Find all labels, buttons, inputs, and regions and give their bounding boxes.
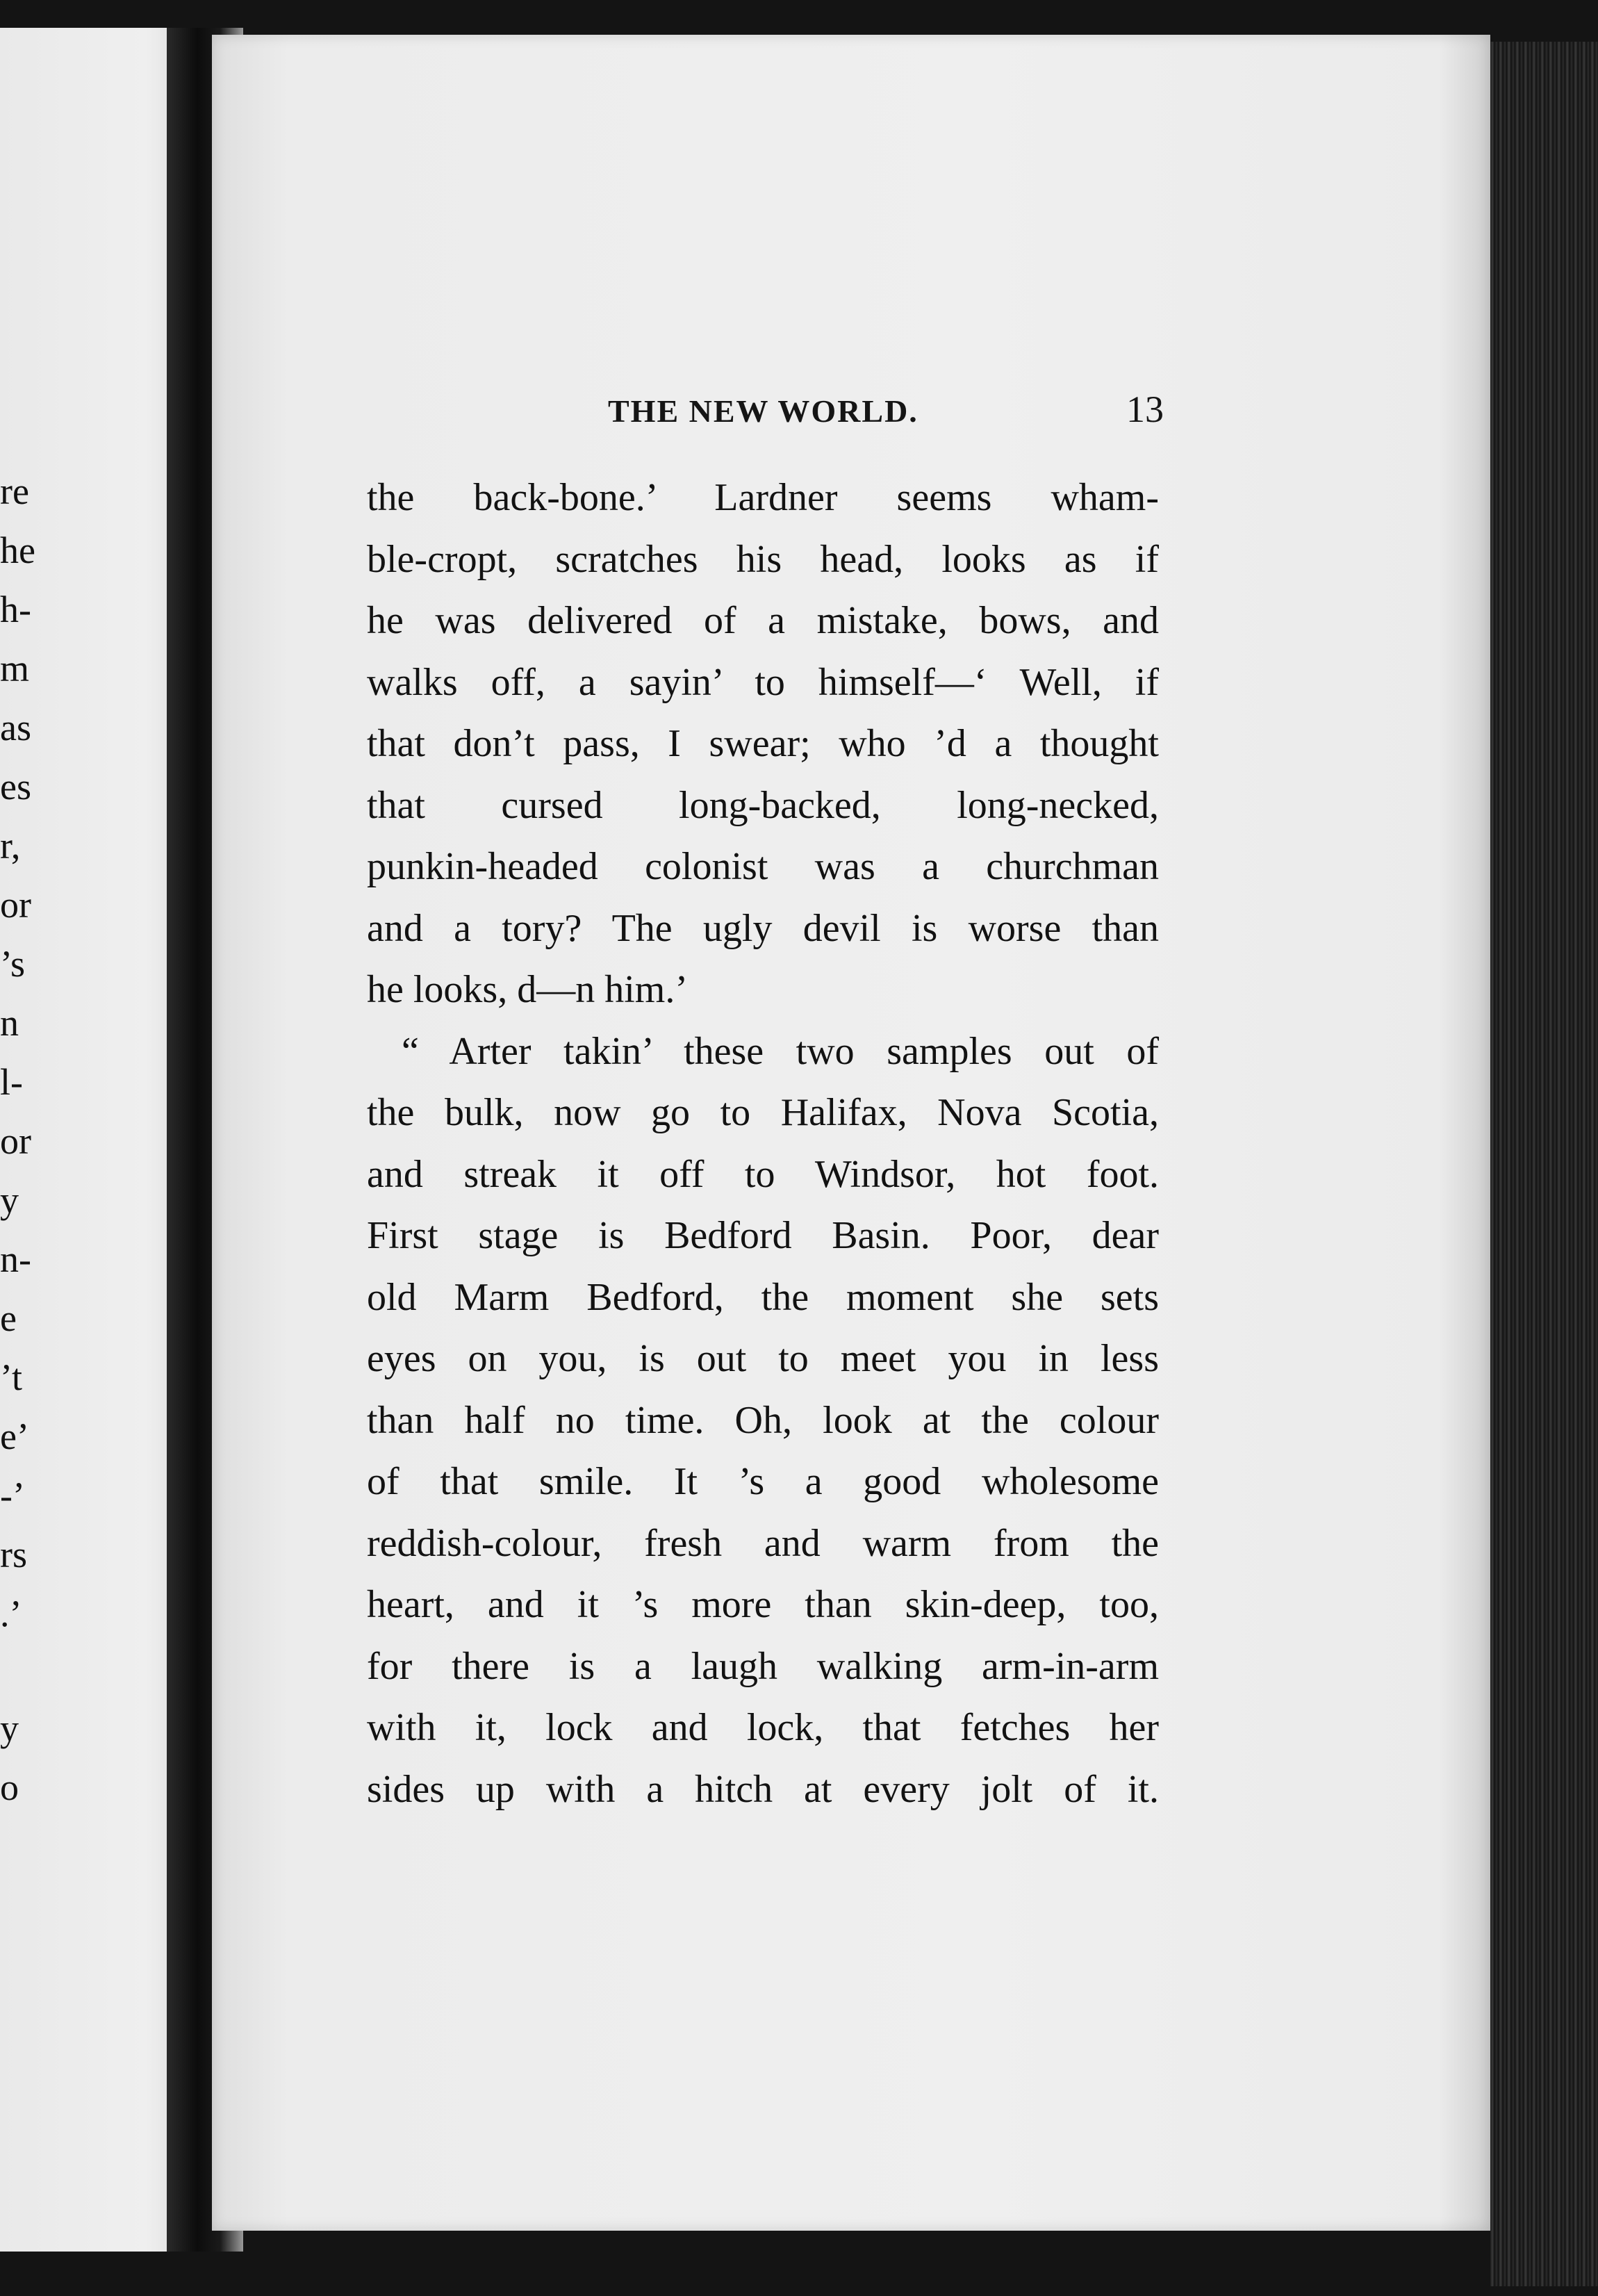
text-line: with it, lock and lock, that fetches her — [367, 1706, 1159, 1749]
left-page-fragment: y — [0, 1707, 19, 1749]
left-page-fragment: y — [0, 1179, 19, 1221]
left-page-fragment: or — [0, 884, 31, 926]
left-page-fragment: e — [0, 1297, 17, 1339]
left-page-fragment: .’ — [0, 1593, 22, 1634]
text-line: the back-bone.’ Lardner seems wham- — [367, 476, 1159, 519]
left-page-fragment: l- — [0, 1061, 23, 1103]
left-page-fragment: as — [0, 707, 31, 748]
text-line: the bulk, now go to Halifax, Nova Scotia, — [367, 1091, 1159, 1134]
body-text — [367, 467, 1159, 1820]
left-page-fragment: re — [0, 470, 29, 512]
text-line: punkin-headed colonist was a churchman — [367, 845, 1159, 888]
left-page-fragment: n- — [0, 1238, 31, 1280]
text-line: sides up with a hitch at every jolt of it. — [367, 1767, 1159, 1811]
left-page-fragment: he — [0, 530, 35, 571]
running-head — [608, 388, 1164, 431]
text-line: “ Arter takin’ these two samples out of — [402, 1029, 1159, 1073]
text-line: that don’t pass, I swear; who ’d a thought — [367, 722, 1159, 765]
text-line: ble-cropt, scratches his head, looks as if — [367, 537, 1159, 581]
left-page-fragment: m — [0, 648, 30, 689]
page-edges — [1490, 42, 1598, 2286]
left-page-fragment: es — [0, 766, 31, 807]
left-page-fragment: r, — [0, 825, 21, 867]
text-line: than half no time. Oh, look at the colour — [367, 1398, 1159, 1442]
text-line: and streak it off to Windsor, hot foot. — [367, 1152, 1159, 1196]
running-head-title: THE NEW WORLD. — [608, 393, 919, 429]
left-page-fragment: -’ — [0, 1475, 25, 1516]
left-page-fragment: e’ — [0, 1416, 29, 1457]
left-page-fragment: rs — [0, 1534, 27, 1575]
text-line: eyes on you, is out to meet you in less — [367, 1337, 1159, 1380]
text-line: reddish-colour, fresh and warm from the — [367, 1521, 1159, 1565]
text-line: of that smile. It ’s a good wholesome — [367, 1460, 1159, 1503]
text-line: for there is a laugh walking arm-in-arm — [367, 1644, 1159, 1688]
left-page-fragment: n — [0, 1002, 19, 1044]
left-page-fragment: ’t — [0, 1356, 23, 1398]
text-line: that cursed long-backed, long-necked, — [367, 783, 1159, 827]
left-page-fragment: h- — [0, 589, 31, 630]
page-number: 13 — [1126, 388, 1164, 430]
left-page-fragment: o — [0, 1766, 19, 1808]
text-line: heart, and it ’s more than skin-deep, too, — [367, 1583, 1159, 1626]
text-line: walks off, a sayin’ to himself—‘ Well, if — [367, 660, 1159, 704]
left-page-fragment: or — [0, 1120, 31, 1162]
text-line: and a tory? The ugly devil is worse than — [367, 906, 1159, 950]
text-line: he was delivered of a mistake, bows, and — [367, 599, 1159, 642]
text-line: he looks, d—n him.’ — [367, 968, 688, 1011]
text-line: old Marm Bedford, the moment she sets — [367, 1275, 1159, 1319]
left-page-fragment: ’s — [0, 943, 26, 985]
text-line: First stage is Bedford Basin. Poor, dear — [367, 1214, 1159, 1257]
